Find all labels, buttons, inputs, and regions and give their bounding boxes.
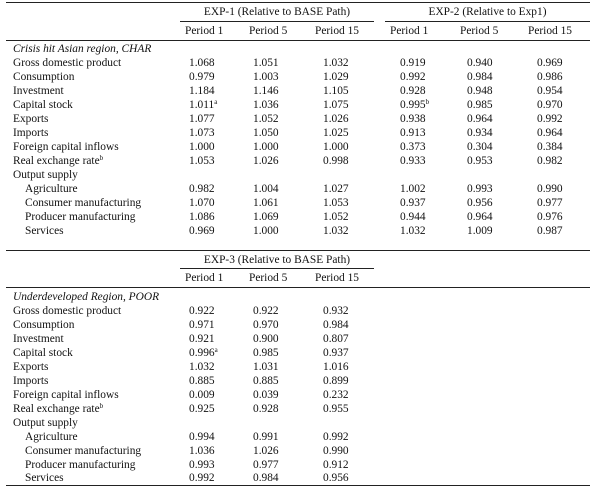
table-cell: 0.899: [323, 375, 349, 387]
row-label: Foreign capital inflows: [13, 389, 119, 401]
row-label: Agriculture: [25, 183, 78, 195]
cell-value: 0.996: [189, 347, 215, 359]
table-cell: 0.994: [189, 431, 215, 443]
table-cell: 0.938: [400, 113, 426, 125]
cell-value: 0.995: [400, 99, 426, 111]
table-cell: 0.948: [467, 85, 493, 97]
table-cell: 0.993: [189, 459, 215, 471]
table-cell: 1.069: [253, 211, 279, 223]
footnote-mark: a: [214, 346, 218, 354]
table-cell: 1.036: [189, 445, 215, 457]
row-label-text: Real exchange rate: [13, 403, 100, 415]
table-cell: 1.025: [323, 127, 349, 139]
table-cell: 1.003: [253, 71, 279, 83]
row-label: Exports: [13, 113, 49, 125]
table-cell: 0.900: [253, 333, 279, 345]
row-label: Gross domestic product: [13, 305, 122, 317]
row-label: [13, 155, 103, 167]
table-cell: 0.992: [400, 71, 426, 83]
table-cell: 1.073: [189, 127, 215, 139]
table-cell: 0.977: [537, 197, 563, 209]
row-label: Services: [25, 472, 64, 484]
table-cell: 0.992: [323, 431, 349, 443]
table-cell: 1.052: [323, 211, 349, 223]
table-cell: 0.928: [400, 85, 426, 97]
table-cell: 0.984: [467, 71, 493, 83]
table-cell: 0.937: [400, 197, 426, 209]
table-cell: 0.009: [189, 389, 215, 401]
row-label: Investment: [13, 85, 64, 97]
table-cell: 0.982: [537, 155, 563, 167]
table-cell: 1.068: [189, 57, 215, 69]
table-cell: 1.032: [323, 57, 349, 69]
table-cell: 1.053: [189, 155, 215, 167]
table-cell: 0.977: [253, 459, 279, 471]
table-cell: 0.955: [323, 403, 349, 415]
table-cell: 0.384: [537, 141, 563, 153]
period-header: Period 1: [390, 25, 429, 37]
period-header: Period 5: [249, 272, 288, 284]
row-label: Output supply: [13, 169, 78, 181]
group-header-exp1: EXP-1 (Relative to BASE Path): [203, 6, 351, 18]
row-label: Capital stock: [13, 347, 73, 359]
table-cell: 0.990: [537, 183, 563, 195]
table-cell: 0.885: [189, 375, 215, 387]
table-cell: 1.026: [323, 113, 349, 125]
table-cell: [189, 347, 229, 359]
table-cell: 0.985: [253, 347, 279, 359]
table-cell: 0.984: [253, 472, 279, 484]
table-cell: 0.969: [189, 225, 215, 237]
row-label: Gross domestic product: [13, 57, 122, 69]
table-cell: 0.969: [537, 57, 563, 69]
table-cell: 0.964: [537, 127, 563, 139]
row-label-text: Real exchange rate: [13, 155, 100, 167]
table-cell: 1.031: [253, 361, 279, 373]
table-cell: [400, 99, 440, 111]
table-cell: 0.956: [467, 197, 493, 209]
table-cell: 1.027: [323, 183, 349, 195]
table-cell: 1.000: [253, 141, 279, 153]
period-header: Period 5: [460, 25, 499, 37]
row-label: Agriculture: [25, 431, 78, 443]
table-cell: 1.051: [253, 57, 279, 69]
table-cell: 1.000: [253, 225, 279, 237]
table-cell: 1.146: [253, 85, 279, 97]
footnote-mark: b: [99, 154, 104, 162]
table-cell: 0.940: [467, 57, 493, 69]
table-cell: 0.925: [189, 403, 215, 415]
table-cell: 0.998: [323, 155, 349, 167]
bottom-rule: [6, 485, 590, 486]
top-rule: [6, 2, 590, 3]
table-cell: 1.032: [323, 225, 349, 237]
header-rule: [6, 287, 590, 288]
table-cell: 1.000: [189, 141, 215, 153]
table-cell: 1.032: [189, 361, 215, 373]
table-cell: 0.987: [537, 225, 563, 237]
row-label: Capital stock: [13, 99, 73, 111]
table-cell: 0.954: [537, 85, 563, 97]
table-cell: 1.009: [467, 225, 493, 237]
table-cell: 0.986: [537, 71, 563, 83]
table-cell: 0.979: [189, 71, 215, 83]
table-cell: 1.053: [323, 197, 349, 209]
table-cell: 1.026: [253, 445, 279, 457]
table-cell: 0.984: [323, 319, 349, 331]
table-cell: 0.928: [253, 403, 279, 415]
row-label: Foreign capital inflows: [13, 141, 119, 153]
table-cell: 0.992: [537, 113, 563, 125]
row-label: Producer manufacturing: [25, 459, 136, 471]
table-cell: 1.075: [323, 99, 349, 111]
row-label: Consumer manufacturing: [25, 197, 142, 209]
region-label: Underdeveloped Region, POOR: [13, 291, 160, 303]
table-cell: 0.933: [400, 155, 426, 167]
group-header-exp2: EXP-2 (Relative to Exp1): [428, 6, 547, 18]
table-cell: 0.232: [323, 389, 349, 401]
group-underline-exp1: [180, 21, 374, 22]
region-label: Crisis hit Asian region, CHAR: [13, 43, 152, 55]
period-header: Period 1: [185, 272, 224, 284]
table-cell: 0.912: [323, 459, 349, 471]
table-cell: 1.105: [323, 85, 349, 97]
table-cell: 1.061: [253, 197, 279, 209]
period-header: Period 1: [185, 25, 224, 37]
table-cell: 1.032: [400, 225, 426, 237]
table-cell: 0.921: [189, 333, 215, 345]
table-cell: 0.964: [467, 113, 493, 125]
period-header: Period 15: [315, 25, 359, 37]
table-cell: 0.992: [189, 472, 215, 484]
footnote-mark: a: [214, 98, 218, 106]
row-label: Investment: [13, 333, 64, 345]
table-cell: 1.070: [189, 197, 215, 209]
table-cell: 1.004: [253, 183, 279, 195]
row-label: Output supply: [13, 417, 78, 429]
table-cell: 0.932: [323, 305, 349, 317]
table-cell: 0.885: [253, 375, 279, 387]
table-cell: 0.937: [323, 347, 349, 359]
table-cell: 0.993: [467, 183, 493, 195]
group-underline-exp3: [180, 268, 374, 269]
table-cell: 1.184: [189, 85, 215, 97]
row-label: Consumption: [13, 71, 75, 83]
footnote-mark: b: [425, 98, 430, 106]
table-cell: [189, 99, 229, 111]
row-label: Exports: [13, 361, 49, 373]
row-label: Producer manufacturing: [25, 211, 136, 223]
table-cell: 0.919: [400, 57, 426, 69]
table-cell: 0.976: [537, 211, 563, 223]
row-label: Imports: [13, 127, 49, 139]
table-cell: 1.002: [400, 183, 426, 195]
table-cell: 1.016: [323, 361, 349, 373]
table-cell: 1.036: [253, 99, 279, 111]
row-label: Imports: [13, 375, 49, 387]
footnote-mark: b: [99, 402, 104, 410]
table-cell: 0.956: [323, 472, 349, 484]
table-cell: 0.807: [323, 333, 349, 345]
table-cell: 0.985: [467, 99, 493, 111]
cell-value: 1.011: [189, 99, 215, 111]
row-label: Consumption: [13, 319, 75, 331]
period-header: Period 15: [315, 272, 359, 284]
table-cell: 0.373: [400, 141, 426, 153]
table-cell: 0.964: [467, 211, 493, 223]
period-header: Period 15: [528, 25, 572, 37]
table-cell: 0.922: [253, 305, 279, 317]
table-cell: 1.029: [323, 71, 349, 83]
table-cell: 0.970: [537, 99, 563, 111]
table-cell: 0.971: [189, 319, 215, 331]
table-cell: 0.953: [467, 155, 493, 167]
table-cell: 0.922: [189, 305, 215, 317]
group-header-exp3: EXP-3 (Relative to BASE Path): [203, 254, 351, 266]
table-cell: 0.991: [253, 431, 279, 443]
section-rule: [6, 250, 590, 251]
table-cell: 1.000: [323, 141, 349, 153]
row-label: [13, 403, 103, 415]
row-label: Consumer manufacturing: [25, 445, 142, 457]
row-label: Services: [25, 225, 64, 237]
table-cell: 1.052: [253, 113, 279, 125]
table-cell: 1.077: [189, 113, 215, 125]
table-cell: 0.304: [467, 141, 493, 153]
table-cell: 0.944: [400, 211, 426, 223]
table-cell: 0.970: [253, 319, 279, 331]
table-cell: 1.026: [253, 155, 279, 167]
table-cell: 0.039: [253, 389, 279, 401]
header-rule: [6, 40, 590, 41]
period-header: Period 5: [249, 25, 288, 37]
group-underline-exp2: [385, 21, 590, 22]
table-cell: 0.990: [323, 445, 349, 457]
table-cell: 1.086: [189, 211, 215, 223]
table-cell: 1.050: [253, 127, 279, 139]
table-cell: 0.982: [189, 183, 215, 195]
table-cell: 0.913: [400, 127, 426, 139]
table-cell: 0.934: [467, 127, 493, 139]
